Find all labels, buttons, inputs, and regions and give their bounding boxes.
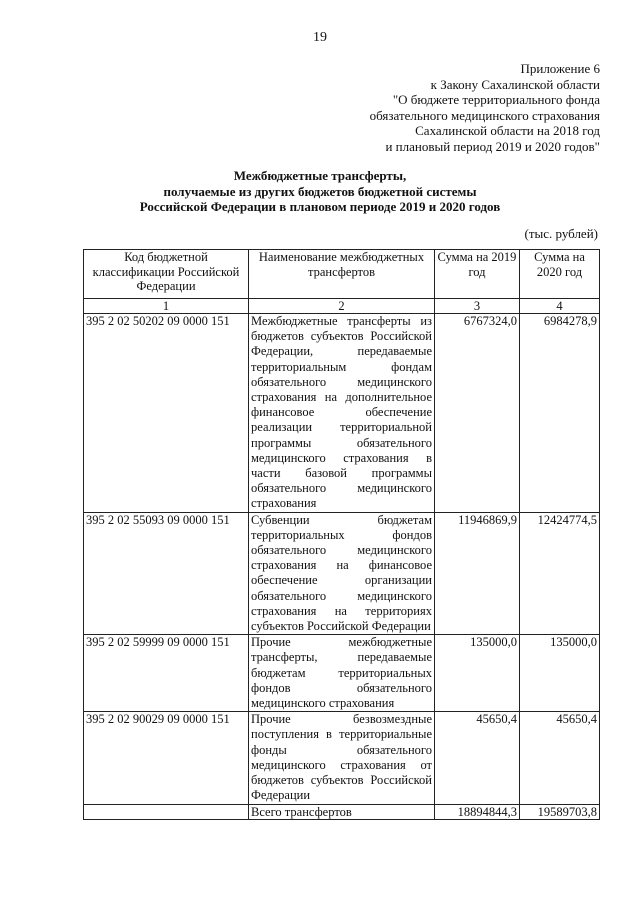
appendix-line: Приложение 6	[520, 61, 600, 76]
total-empty-cell	[84, 804, 249, 819]
title-line: Межбюджетные трансферты,	[233, 168, 407, 183]
row-code: 395 2 02 59999 09 0000 151	[84, 635, 249, 712]
column-number: 2	[249, 299, 435, 314]
appendix-line: обязательного медицинского страхования	[369, 107, 600, 123]
row-name: Межбюджетные трансферты из бюджетов субъектов Российской Федерации, передаваемые территориальным фондам обязательного медицинского страхования на дополнительное финансовое обеспечение реализации территориальной программы обязательного медицинского страхования в части базовой программы обязательного медицинского страхования	[249, 314, 435, 513]
total-label: Всего трансфертов	[249, 804, 435, 819]
row-sum-2020: 45650,4	[520, 712, 600, 804]
document-title	[0, 168, 640, 215]
units-note: (тыс. рублей)	[524, 226, 598, 241]
header-sum-2020: Сумма на 2020 год	[520, 250, 600, 299]
row-sum-2019: 45650,4	[435, 712, 520, 804]
column-number-row	[84, 299, 600, 314]
total-sum-2019: 18894844,3	[435, 804, 520, 819]
column-number: 1	[84, 299, 249, 314]
appendix-header	[370, 61, 600, 154]
transfers-table	[83, 249, 600, 820]
column-number: 4	[520, 299, 600, 314]
appendix-line: к Закону Сахалинской области	[430, 76, 600, 92]
total-sum-2020: 19589703,8	[520, 804, 600, 819]
row-sum-2020: 135000,0	[520, 635, 600, 712]
row-name: Прочие безвозмездные поступления в территориальные фонды обязательного медицинского страхования от бюджетов субъектов Российской Федерации	[249, 712, 435, 804]
row-code: 395 2 02 50202 09 0000 151	[84, 314, 249, 513]
total-row	[84, 804, 600, 819]
row-name: Прочие межбюджетные трансферты, передаваемые бюджетам территориальных фондов обязательного медицинского страхования	[249, 635, 435, 712]
table-row	[84, 314, 600, 513]
column-number: 3	[435, 299, 520, 314]
title-line: получаемые из других бюджетов бюджетной системы	[163, 183, 477, 199]
appendix-line: Сахалинской области на 2018 год	[415, 123, 600, 138]
row-code: 395 2 02 55093 09 0000 151	[84, 512, 249, 635]
table-row	[84, 635, 600, 712]
page-number: 19	[313, 30, 327, 45]
row-sum-2019: 6767324,0	[435, 314, 520, 513]
row-sum-2020: 12424774,5	[520, 512, 600, 635]
header-sum-2019: Сумма на 2019 год	[435, 250, 520, 299]
appendix-line: "О бюджете территориального фонда	[392, 92, 600, 107]
title-line: Российской Федерации в плановом периоде 2019 и 2020 годов	[139, 199, 501, 214]
row-sum-2020: 6984278,9	[520, 314, 600, 513]
table-header-row	[84, 250, 600, 299]
header-name: Наименование межбюджетных трансфертов	[249, 250, 435, 299]
header-code: Код бюджетной классификации Российской Федерации	[84, 250, 249, 299]
row-code: 395 2 02 90029 09 0000 151	[84, 712, 249, 804]
row-sum-2019: 11946869,9	[435, 512, 520, 635]
appendix-line: и плановый период 2019 и 2020 годов"	[385, 138, 600, 154]
row-name: Субвенции бюджетам территориальных фондов обязательного медицинского страхования на финансовое обеспечение организации обязательного медицинского страхования на территориях субъектов Российской Федерации	[249, 512, 435, 635]
row-sum-2019: 135000,0	[435, 635, 520, 712]
table-row	[84, 512, 600, 635]
table-row	[84, 712, 600, 804]
